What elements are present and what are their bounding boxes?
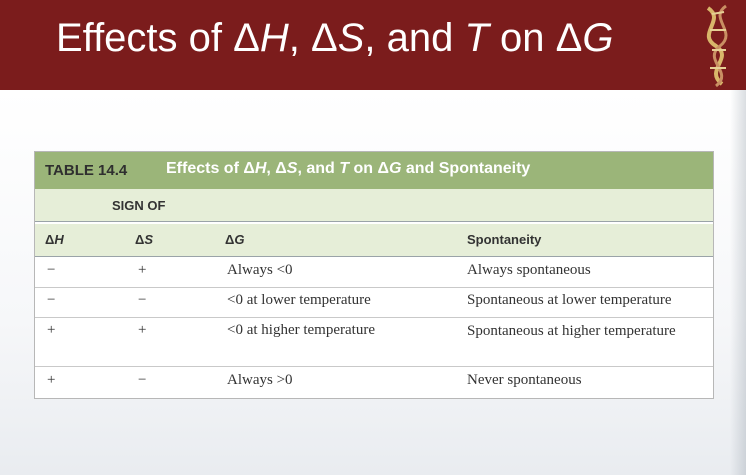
row3-dh: + bbox=[47, 322, 56, 338]
row1-dh: − bbox=[47, 262, 56, 278]
header-divider bbox=[35, 221, 713, 222]
col-header-dg: ΔG bbox=[225, 232, 245, 247]
sign-of-label: SIGN OF bbox=[112, 198, 166, 213]
row1-spontaneity: Always spontaneous bbox=[467, 262, 591, 278]
title-banner bbox=[0, 0, 746, 90]
table-number: TABLE 14.4 bbox=[45, 162, 128, 179]
row3-spontaneity: Spontaneous at higher temperature bbox=[467, 323, 676, 339]
header-bottom-rule bbox=[35, 256, 713, 257]
spontaneity-table bbox=[34, 151, 714, 399]
row4-dg: Always >0 bbox=[227, 372, 293, 388]
row3-ds: + bbox=[138, 322, 147, 338]
row2-spontaneity: Spontaneous at lower temperature bbox=[467, 292, 672, 308]
row3-dg: <0 at higher temperature bbox=[227, 322, 375, 338]
sign-of-band bbox=[35, 189, 713, 221]
row4-spontaneity: Never spontaneous bbox=[467, 372, 582, 388]
row4-ds: − bbox=[138, 372, 147, 388]
row2-dh: − bbox=[47, 292, 56, 308]
row2-ds: − bbox=[138, 292, 147, 308]
col-header-ds: ΔS bbox=[135, 232, 154, 247]
row1-ds: + bbox=[138, 262, 147, 278]
row4-dh: + bbox=[47, 372, 56, 388]
row-divider bbox=[35, 287, 713, 288]
row1-dg: Always <0 bbox=[227, 262, 293, 278]
row-divider bbox=[35, 317, 713, 318]
col-header-spontaneity: Spontaneity bbox=[467, 232, 542, 247]
slide-title: Effects of ΔH, ΔS, and T on ΔG bbox=[56, 16, 614, 60]
row-divider bbox=[35, 366, 713, 367]
table-caption: Effects of ΔH, ΔS, and T on ΔG and Spontaneity bbox=[166, 160, 531, 177]
column-header-row bbox=[35, 224, 713, 256]
table-title-bar bbox=[35, 152, 713, 189]
dna-decoration-icon bbox=[686, 0, 746, 90]
col-header-dh: ΔH bbox=[45, 232, 64, 247]
row2-dg: <0 at lower temperature bbox=[227, 292, 371, 308]
